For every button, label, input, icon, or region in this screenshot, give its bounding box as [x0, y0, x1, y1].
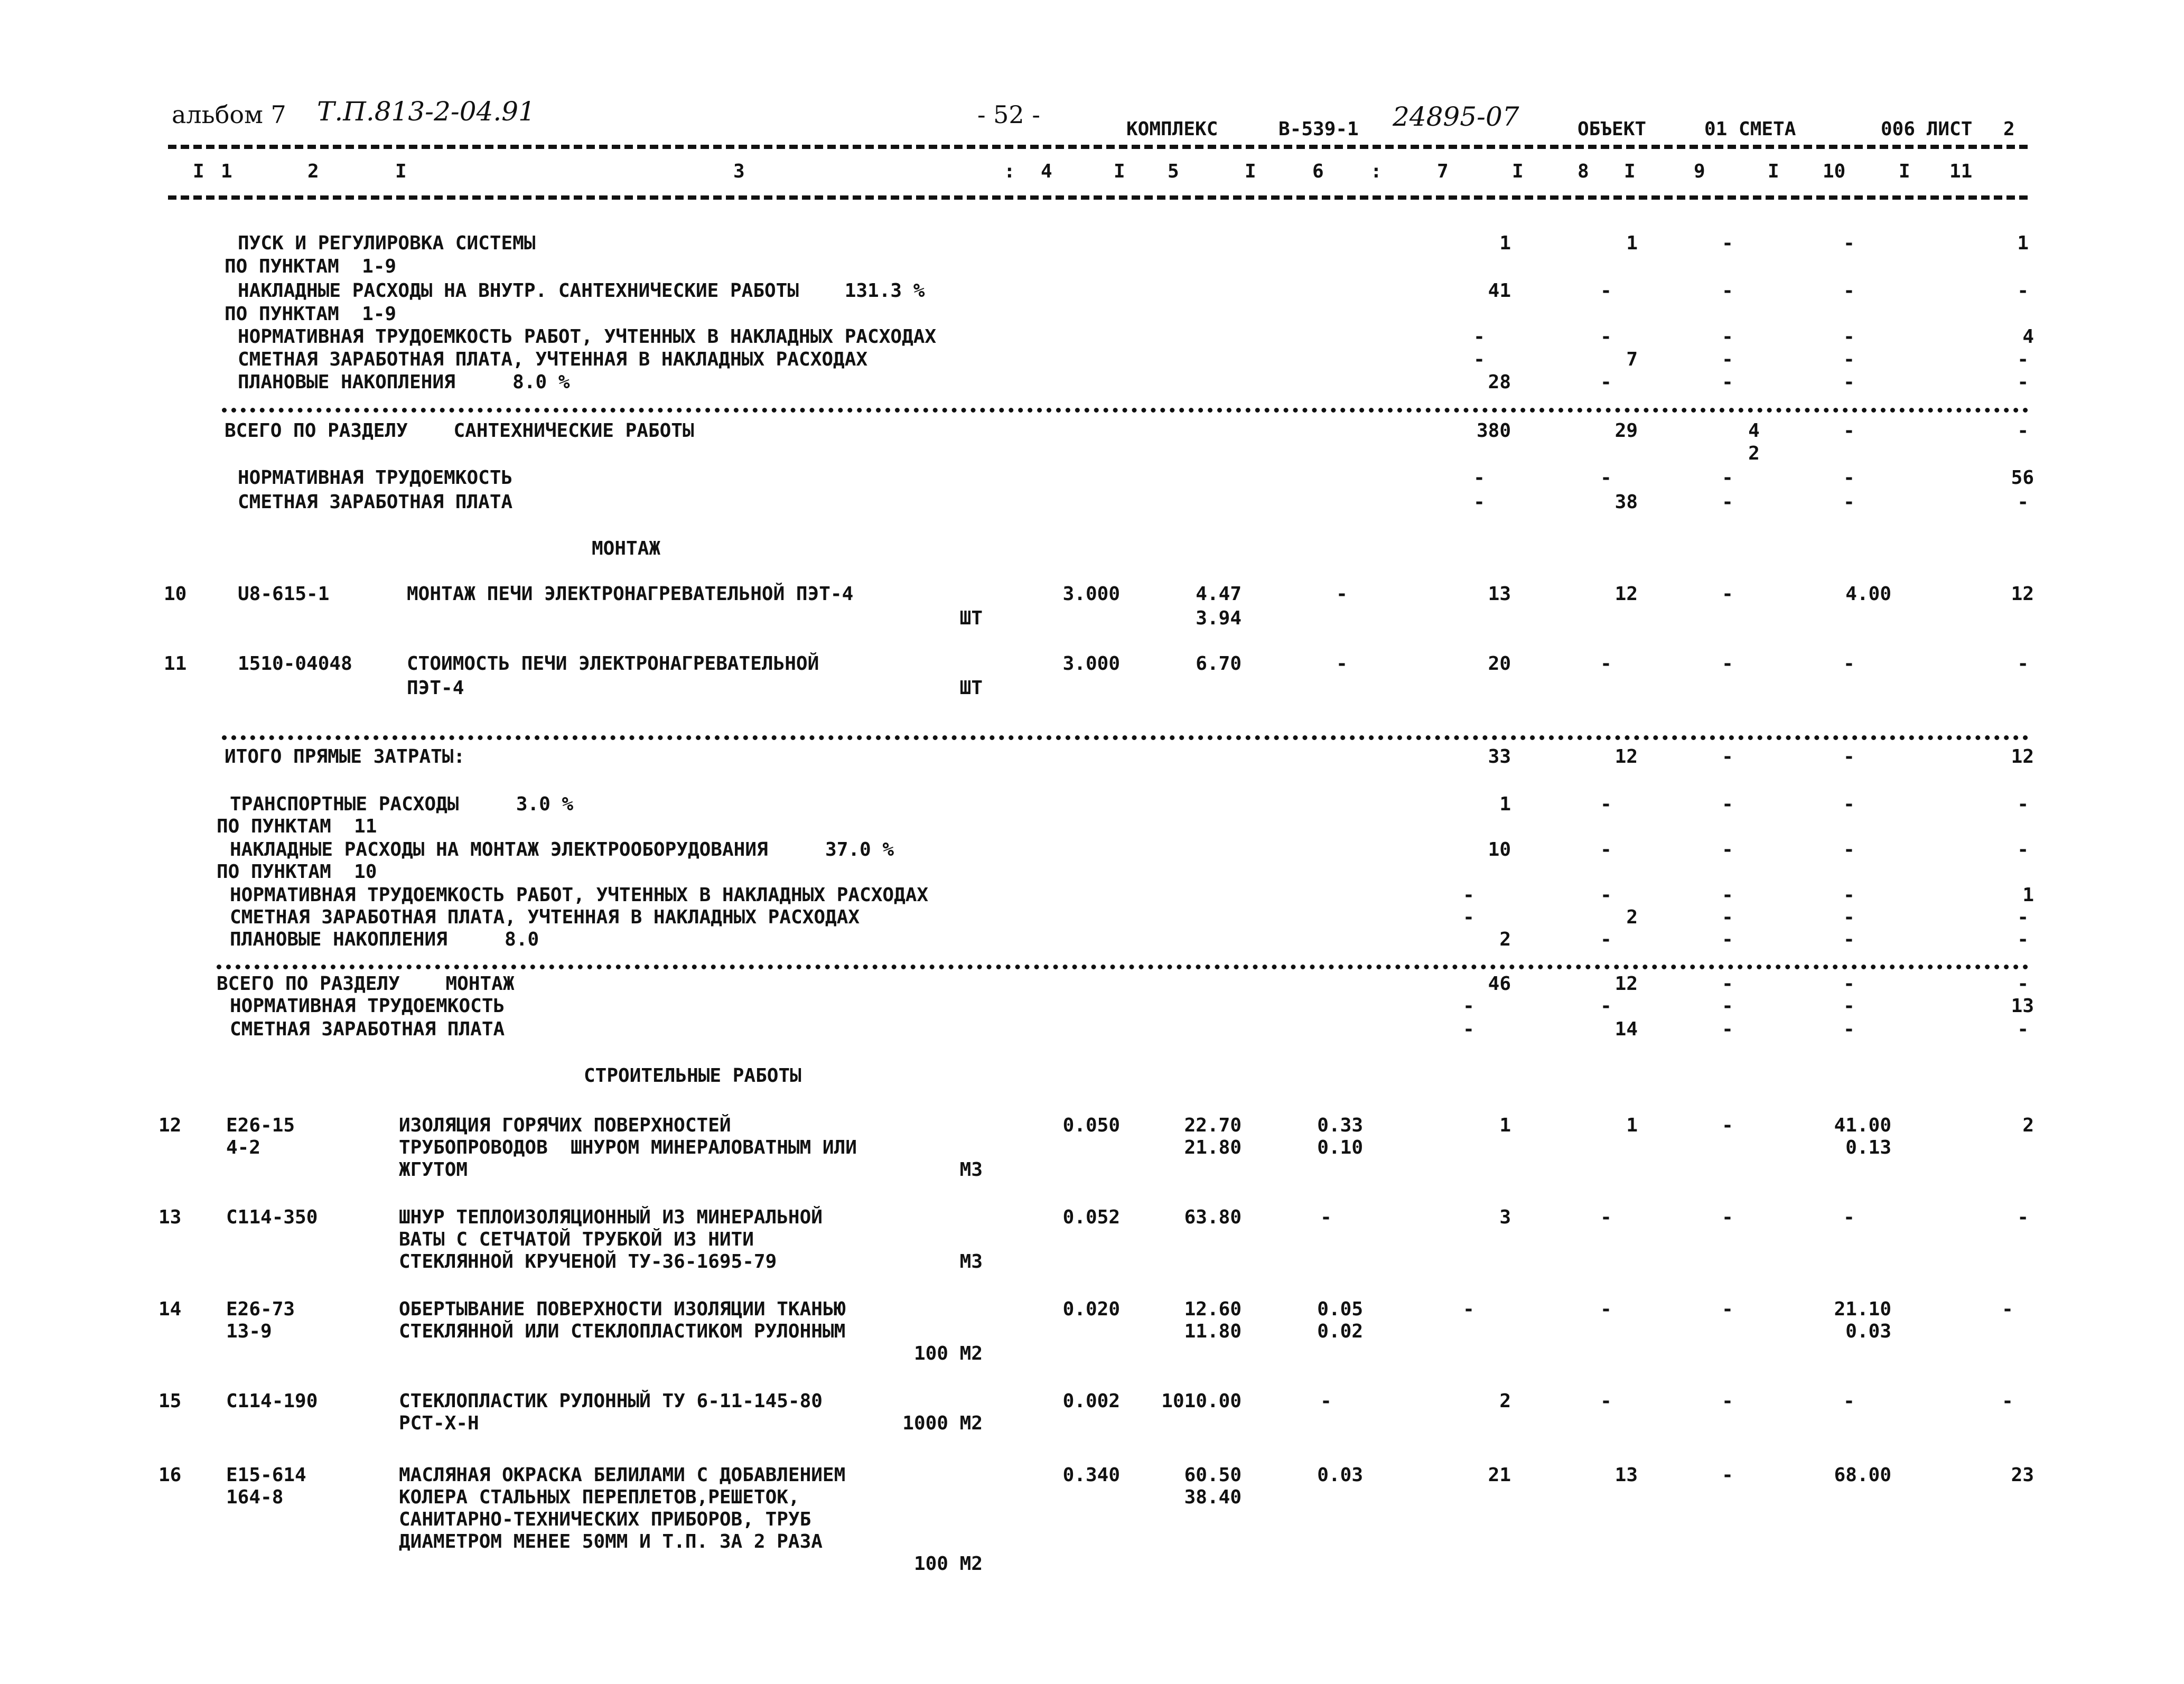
cell-c8: 1 [1626, 232, 1638, 254]
cell-c10: - [1843, 1390, 1855, 1412]
row-number: 14 [158, 1298, 182, 1320]
line-text: ПУСК И РЕГУЛИРОВКА СИСТЕМЫ [238, 232, 536, 254]
cell-c8: 12 [1614, 746, 1638, 768]
cell-c7: 380 [1476, 420, 1511, 442]
row-code: Е15-614 [226, 1464, 306, 1486]
cell-c8: - [1600, 371, 1612, 393]
cell-c9: - [1722, 653, 1733, 675]
cell-c11: - [2017, 420, 2029, 442]
cell-c7: - [1463, 906, 1474, 928]
complex-code: В-539-1 [1278, 118, 1359, 140]
row-name-line3: СТЕКЛЯННОЙ КРУЧЕНОЙ ТУ-36-1695-79 [399, 1251, 777, 1273]
row-code-secondary: 4-2 [226, 1137, 261, 1158]
section-heading: МОНТАЖ [592, 538, 661, 559]
cell-c9: - [1722, 1206, 1733, 1228]
cell-c4: 0.002 [1062, 1390, 1120, 1412]
row-name: СТОИМОСТЬ ПЕЧИ ЭЛЕКТРОНАГРЕВАТЕЛЬНОЙ [407, 653, 819, 675]
cell-c9: - [1722, 1018, 1733, 1040]
cell-c5-secondary: 21.80 [1184, 1137, 1242, 1158]
album-code-handwritten: Т.П.813-2-04.91 [317, 96, 535, 127]
cell-c8: - [1600, 793, 1612, 815]
cell-c6: - [1336, 653, 1348, 675]
cell-c10: - [1843, 1018, 1855, 1040]
line-text: НОРМАТИВНАЯ ТРУДОЕМКОСТЬ РАБОТ, УЧТЕННЫХ В НАКЛАДНЫХ РАСХОДАХ [230, 884, 929, 906]
row-name-line2: ПЭТ-4 [407, 677, 464, 699]
complex-label: КОМПЛЕКС [1126, 118, 1218, 140]
cell-c5-secondary: 11.80 [1184, 1321, 1242, 1342]
cell-c8: - [1600, 1298, 1612, 1320]
line-text: ПО ПУНКТАМ 11 [217, 816, 377, 837]
cell-c5-secondary: 38.40 [1184, 1486, 1242, 1508]
header-rule-top [168, 145, 2028, 149]
cell-c10: - [1843, 280, 1855, 302]
row-name: МОНТАЖ ПЕЧИ ЭЛЕКТРОНАГРЕВАТЕЛЬНОЙ ПЭТ-4 [407, 583, 854, 605]
cell-c10: - [1843, 1206, 1855, 1228]
sheet-number: 2 [2003, 118, 2015, 140]
cell-c8: - [1600, 1206, 1612, 1228]
line-text: НОРМАТИВНАЯ ТРУДОЕМКОСТЬ [238, 467, 513, 489]
cell-c6: 0.05 [1317, 1298, 1363, 1320]
cell-c11: - [2002, 1390, 2013, 1412]
row-name-line3: САНИТАРНО-ТЕХНИЧЕСКИХ ПРИБОРОВ, ТРУБ [399, 1509, 811, 1530]
cell-c11: 2 [2022, 1115, 2034, 1136]
cell-c7: 1 [1499, 793, 1511, 815]
col-sep: : [1370, 161, 1382, 182]
cell-c5: 6.70 [1196, 653, 1242, 675]
row-unit: М3 [959, 1159, 983, 1181]
cell-c9: - [1722, 973, 1733, 995]
cell-c5: 60.50 [1184, 1464, 1242, 1486]
cell-c10: - [1843, 491, 1855, 513]
cell-c9: - [1722, 349, 1733, 370]
line-text: ПО ПУНКТАМ 10 [217, 861, 377, 883]
line-text: НОРМАТИВНАЯ ТРУДОЕМКОСТЬ [230, 995, 505, 1017]
cell-c4: 3.000 [1062, 583, 1120, 605]
cell-c6-secondary: 0.10 [1317, 1137, 1363, 1158]
cell-c8: 2 [1626, 906, 1638, 928]
row-unit: 1000 М2 [902, 1412, 983, 1434]
cell-c11: - [2017, 906, 2029, 928]
cell-c11: - [2017, 653, 2029, 675]
cell-c7: 20 [1488, 653, 1511, 675]
cell-c10-secondary: 0.13 [1845, 1137, 1891, 1158]
cell-c11: - [2002, 1298, 2013, 1320]
cell-c9: - [1722, 1115, 1733, 1136]
col-sep: I [1899, 161, 1910, 182]
cell-c7: 10 [1488, 839, 1511, 860]
cell-c4: 0.052 [1062, 1206, 1120, 1228]
cell-c10-secondary: 0.03 [1845, 1321, 1891, 1342]
cell-c8: 29 [1614, 420, 1638, 442]
row-code: Е26-73 [226, 1298, 295, 1320]
section-heading: СТРОИТЕЛЬНЫЕ РАБОТЫ [584, 1065, 801, 1087]
cell-c7: 2 [1499, 929, 1511, 950]
line-text: СМЕТНАЯ ЗАРАБОТНАЯ ПЛАТА, УЧТЕННАЯ В НАКЛАДНЫХ РАСХОДАХ [238, 349, 868, 370]
cell-c10: - [1843, 467, 1855, 489]
cell-c9: - [1722, 491, 1733, 513]
cell-c7: - [1473, 326, 1485, 348]
cell-c7: 33 [1488, 746, 1511, 768]
line-text: СМЕТНАЯ ЗАРАБОТНАЯ ПЛАТА, УЧТЕННАЯ В НАКЛАДНЫХ РАСХОДАХ [230, 906, 860, 928]
line-text: ПЛАНОВЫЕ НАКОПЛЕНИЯ 8.0 % [238, 371, 570, 393]
cell-c7: - [1463, 884, 1474, 906]
cell-c11: - [2017, 1018, 2029, 1040]
cell-c5-secondary: 3.94 [1196, 607, 1242, 629]
cell-c7: - [1473, 467, 1485, 489]
cell-c10: - [1843, 995, 1855, 1017]
cell-c8: - [1600, 467, 1612, 489]
handwritten-number: 24895-07 [1393, 101, 1519, 132]
cell-c7: - [1473, 491, 1485, 513]
cell-c10: 21.10 [1834, 1298, 1891, 1320]
cell-c8: - [1600, 929, 1612, 950]
cell-c11: - [2017, 973, 2029, 995]
row-number: 11 [164, 653, 187, 675]
section-total-label: ВСЕГО ПО РАЗДЕЛУ САНТЕХНИЧЕСКИЕ РАБОТЫ [225, 420, 694, 442]
cell-c10: - [1843, 420, 1855, 442]
cell-c9: - [1722, 467, 1733, 489]
line-text: НАКЛАДНЫЕ РАСХОДЫ НА МОНТАЖ ЭЛЕКТРООБОРУДОВАНИЯ 37.0 % [230, 839, 894, 860]
cell-c4: 0.340 [1062, 1464, 1120, 1486]
line-text: СМЕТНАЯ ЗАРАБОТНАЯ ПЛАТА [238, 491, 513, 513]
line-text: СМЕТНАЯ ЗАРАБОТНАЯ ПЛАТА [230, 1018, 505, 1040]
cell-c10: - [1843, 232, 1855, 254]
smeta-number: 006 ЛИСТ [1881, 118, 1973, 140]
cell-c10: - [1843, 349, 1855, 370]
cell-c8: - [1600, 1390, 1612, 1412]
cell-c9: - [1722, 839, 1733, 860]
line-text: ПО ПУНКТАМ 1-9 [225, 303, 397, 325]
cell-c6-secondary: 0.02 [1317, 1321, 1363, 1342]
row-code: Е26-15 [226, 1115, 295, 1136]
cell-c10: - [1843, 746, 1855, 768]
cell-c8: - [1600, 839, 1612, 860]
cell-c6: - [1336, 583, 1348, 605]
dotted-rule [222, 735, 2029, 740]
row-code: С114-190 [226, 1390, 318, 1412]
cell-c7: 13 [1488, 583, 1511, 605]
row-code-secondary: 164-8 [226, 1486, 284, 1508]
cell-c11: - [2017, 839, 2029, 860]
cell-c9: - [1722, 995, 1733, 1017]
cell-c8: - [1600, 995, 1612, 1017]
line-text: ПЛАНОВЫЕ НАКОПЛЕНИЯ 8.0 [230, 929, 539, 950]
dotted-rule [222, 408, 2029, 413]
line-text: ПО ПУНКТАМ 1-9 [225, 256, 397, 277]
cell-c7: - [1463, 1298, 1474, 1320]
cell-c9: - [1722, 1464, 1733, 1486]
col-header-3: 3 [733, 161, 745, 182]
cell-c9: - [1722, 371, 1733, 393]
cell-c11: - [2017, 349, 2029, 370]
line-text: ТРАНСПОРТНЫЕ РАСХОДЫ 3.0 % [230, 793, 574, 815]
row-name-line2: СТЕКЛЯННОЙ ИЛИ СТЕКЛОПЛАСТИКОМ РУЛОННЫМ [399, 1321, 846, 1342]
cell-c7: 1 [1499, 1115, 1511, 1136]
col-header-6: 6 [1312, 161, 1324, 182]
cell-c7: 21 [1488, 1464, 1511, 1486]
col-sep: I [1245, 161, 1256, 182]
cell-c9: - [1722, 906, 1733, 928]
cell-c11: - [2017, 793, 2029, 815]
object-label: ОБЪЕКТ [1578, 118, 1647, 140]
dotted-rule [217, 965, 2029, 969]
cell-c9: 2 [1748, 443, 1760, 464]
row-unit: ШТ [959, 677, 983, 699]
cell-c7: 41 [1488, 280, 1511, 302]
cell-c9: - [1722, 1298, 1733, 1320]
cell-c9: - [1722, 280, 1733, 302]
cell-c11: - [2017, 929, 2029, 950]
cell-c10: - [1843, 653, 1855, 675]
cell-c8: - [1600, 884, 1612, 906]
row-number: 10 [164, 583, 187, 605]
cell-c9: - [1722, 1390, 1733, 1412]
cell-c7: 28 [1488, 371, 1511, 393]
cell-c10: - [1843, 326, 1855, 348]
cell-c9: 4 [1748, 420, 1760, 442]
row-name: ОБЕРТЫВАНИЕ ПОВЕРХНОСТИ ИЗОЛЯЦИИ ТКАНЬЮ [399, 1298, 846, 1320]
cell-c11: 1 [2022, 884, 2034, 906]
cell-c5: 12.60 [1184, 1298, 1242, 1320]
cell-c4: 3.000 [1062, 653, 1120, 675]
col-header-10: 10 [1823, 161, 1846, 182]
cell-c10: 4.00 [1845, 583, 1891, 605]
cell-c9: - [1722, 929, 1733, 950]
col-header-1: 1 [221, 161, 232, 182]
cell-c5: 22.70 [1184, 1115, 1242, 1136]
cell-c10: 41.00 [1834, 1115, 1891, 1136]
col-header-5: 5 [1168, 161, 1179, 182]
cell-c8: - [1600, 280, 1612, 302]
cell-c6: - [1320, 1390, 1332, 1412]
cell-c11: 12 [2011, 746, 2034, 768]
cell-c9: - [1722, 746, 1733, 768]
cell-c9: - [1722, 884, 1733, 906]
cell-c9: - [1722, 793, 1733, 815]
cell-c8: - [1600, 653, 1612, 675]
cell-c11: - [2017, 280, 2029, 302]
cell-c5: 63.80 [1184, 1206, 1242, 1228]
row-code-secondary: 13-9 [226, 1321, 272, 1342]
row-name-line4: ДИАМЕТРОМ МЕНЕЕ 50ММ И Т.П. ЗА 2 РАЗА [399, 1531, 823, 1552]
cell-c8: 12 [1614, 973, 1638, 995]
col-sep: I [1512, 161, 1524, 182]
cell-c7: 3 [1499, 1206, 1511, 1228]
cell-c11: - [2017, 1206, 2029, 1228]
row-code: С114-350 [226, 1206, 318, 1228]
direct-costs-label: ИТОГО ПРЯМЫЕ ЗАТРАТЫ: [225, 746, 465, 768]
row-unit: 100 М2 [913, 1343, 983, 1364]
row-name-line2: РСТ-Х-Н [399, 1412, 479, 1434]
cell-c5: 4.47 [1196, 583, 1242, 605]
col-sep: I [395, 161, 407, 182]
row-number: 16 [158, 1464, 182, 1486]
cell-c9: - [1722, 583, 1733, 605]
page-number: - 52 - [977, 100, 1040, 129]
cell-c5: 1010.00 [1161, 1390, 1242, 1412]
cell-c11: 4 [2022, 326, 2034, 348]
cell-c9: - [1722, 232, 1733, 254]
header-rule-bottom [168, 195, 2028, 200]
object-code: 01 СМЕТА [1704, 118, 1796, 140]
cell-c7: 46 [1488, 973, 1511, 995]
cell-c9: - [1722, 326, 1733, 348]
row-name: СТЕКЛОПЛАСТИК РУЛОННЫЙ ТУ 6-11-145-80 [399, 1390, 823, 1412]
cell-c10: - [1843, 929, 1855, 950]
row-name-line2: ТРУБОПРОВОДОВ ШНУРОМ МИНЕРАЛОВАТНЫМ ИЛИ [399, 1137, 857, 1158]
cell-c7: - [1463, 995, 1474, 1017]
cell-c11: - [2017, 491, 2029, 513]
cell-c7: - [1473, 349, 1485, 370]
cell-c10: - [1843, 839, 1855, 860]
cell-c6: 0.33 [1317, 1115, 1363, 1136]
cell-c10: - [1843, 371, 1855, 393]
col-sep: I [1114, 161, 1125, 182]
cell-c6: 0.03 [1317, 1464, 1363, 1486]
col-header-9: 9 [1694, 161, 1705, 182]
col-sep: : [1004, 161, 1015, 182]
row-name-line2: ВАТЫ С СЕТЧАТОЙ ТРУБКОЙ ИЗ НИТИ [399, 1229, 754, 1250]
cell-c11: 23 [2011, 1464, 2034, 1486]
cell-c8: 14 [1614, 1018, 1638, 1040]
cell-c8: 38 [1614, 491, 1638, 513]
cell-c11: 13 [2011, 995, 2034, 1017]
cell-c8: 7 [1626, 349, 1638, 370]
line-text: НАКЛАДНЫЕ РАСХОДЫ НА ВНУТР. САНТЕХНИЧЕСКИЕ РАБОТЫ 131.3 % [238, 280, 925, 302]
cell-c11: 1 [2017, 232, 2029, 254]
cell-c8: - [1600, 326, 1612, 348]
cell-c8: 1 [1626, 1115, 1638, 1136]
row-number: 13 [158, 1206, 182, 1228]
row-number: 15 [158, 1390, 182, 1412]
cell-c11: 12 [2011, 583, 2034, 605]
col-header-4: 4 [1041, 161, 1052, 182]
cell-c7: 2 [1499, 1390, 1511, 1412]
row-unit: М3 [959, 1251, 983, 1273]
row-code: 1510-04048 [238, 653, 352, 675]
row-name: МАСЛЯНАЯ ОКРАСКА БЕЛИЛАМИ С ДОБАВЛЕНИЕМ [399, 1464, 846, 1486]
col-header-2: 2 [307, 161, 319, 182]
cell-c10: - [1843, 973, 1855, 995]
col-sep: I [1624, 161, 1636, 182]
cell-c8: 13 [1614, 1464, 1638, 1486]
col-header-7: 7 [1437, 161, 1449, 182]
row-unit: 100 М2 [913, 1553, 983, 1575]
cell-c10: 68.00 [1834, 1464, 1891, 1486]
cell-c8: 12 [1614, 583, 1638, 605]
col-sep: I [1768, 161, 1779, 182]
row-name: ШНУР ТЕПЛОИЗОЛЯЦИОННЫЙ ИЗ МИНЕРАЛЬНОЙ [399, 1206, 823, 1228]
col-sep: I [193, 161, 204, 182]
row-name-line2: КОЛЕРА СТАЛЬНЫХ ПЕРЕПЛЕТОВ,РЕШЕТОК, [399, 1486, 800, 1508]
row-name: ИЗОЛЯЦИЯ ГОРЯЧИХ ПОВЕРХНОСТЕЙ [399, 1115, 731, 1136]
album-label: альбом 7 [172, 100, 286, 129]
line-text: НОРМАТИВНАЯ ТРУДОЕМКОСТЬ РАБОТ, УЧТЕННЫХ В НАКЛАДНЫХ РАСХОДАХ [238, 326, 937, 348]
cell-c11: 56 [2011, 467, 2034, 489]
cell-c4: 0.020 [1062, 1298, 1120, 1320]
row-number: 12 [158, 1115, 182, 1136]
col-header-8: 8 [1578, 161, 1589, 182]
row-name-line3: ЖГУТОМ [399, 1159, 468, 1181]
row-code: U8-615-1 [238, 583, 330, 605]
cell-c10: - [1843, 906, 1855, 928]
cell-c10: - [1843, 884, 1855, 906]
col-header-11: 11 [1949, 161, 1973, 182]
section-total-label: ВСЕГО ПО РАЗДЕЛУ МОНТАЖ [217, 973, 515, 995]
cell-c10: - [1843, 793, 1855, 815]
cell-c4: 0.050 [1062, 1115, 1120, 1136]
cell-c6: - [1320, 1206, 1332, 1228]
cell-c11: - [2017, 371, 2029, 393]
cell-c7: 1 [1499, 232, 1511, 254]
row-unit: ШТ [959, 607, 983, 629]
cell-c7: - [1463, 1018, 1474, 1040]
